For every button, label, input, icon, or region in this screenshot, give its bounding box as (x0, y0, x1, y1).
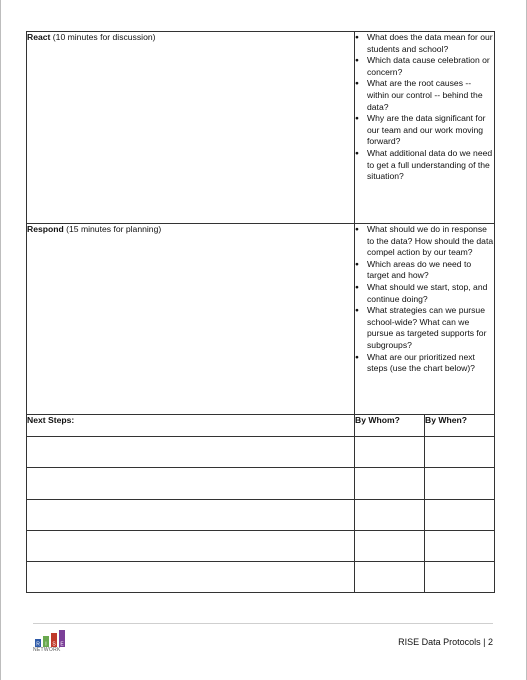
whom-cell[interactable] (355, 437, 425, 468)
protocol-table (26, 31, 495, 593)
when-cell[interactable] (425, 500, 495, 531)
respond-question: ● Which areas do we need to target and how? (355, 259, 494, 282)
by-whom-header: By Whom? (355, 415, 425, 437)
svg-text:I: I (45, 641, 47, 647)
react-question: ● What does the data mean for our students and school? (355, 32, 494, 55)
respond-question: ● What are our prioritized next steps (use the chart below)? (355, 352, 494, 375)
respond-questions-cell (355, 224, 495, 415)
step-cell[interactable] (27, 437, 355, 468)
svg-text:E: E (60, 641, 64, 647)
respond-detail: (15 minutes for planning) (66, 224, 162, 234)
by-when-header: By When? (425, 415, 495, 437)
respond-row (27, 224, 495, 415)
next-steps-header: Next Steps: (27, 415, 355, 437)
react-questions-cell (355, 32, 495, 224)
svg-text:S: S (52, 641, 56, 647)
respond-question: ● What should we start, stop, and continue doing? (355, 282, 494, 305)
whom-cell[interactable] (355, 531, 425, 562)
react-label: React (27, 32, 51, 42)
when-cell[interactable] (425, 468, 495, 500)
react-question-list (355, 32, 494, 183)
react-question: ● Which data cause celebration or concern? (355, 55, 494, 78)
next-steps-header-row (27, 415, 495, 437)
whom-cell[interactable] (355, 562, 425, 593)
whom-cell[interactable] (355, 500, 425, 531)
react-question: ● Why are the data significant for our team and our work moving forward? (355, 113, 494, 148)
react-row (27, 32, 495, 224)
step-cell[interactable] (27, 468, 355, 500)
respond-question: ● What strategies can we pursue school-wide? What can we pursue as targeted supports for subgroups? (355, 305, 494, 351)
react-question: ● What additional data do we need to get a full understanding of the situation? (355, 148, 494, 183)
step-cell[interactable] (27, 531, 355, 562)
step-cell[interactable] (27, 500, 355, 531)
rise-network-logo (33, 629, 67, 655)
next-step-row (27, 500, 495, 531)
svg-text:R: R (36, 641, 40, 647)
step-cell[interactable] (27, 562, 355, 593)
react-stage-cell (27, 32, 355, 224)
when-cell[interactable] (425, 531, 495, 562)
page-edge-left (0, 0, 1, 680)
respond-question-list (355, 224, 494, 375)
footer-divider (33, 623, 493, 624)
whom-cell[interactable] (355, 468, 425, 500)
next-step-row (27, 531, 495, 562)
next-step-row (27, 562, 495, 593)
react-detail: (10 minutes for discussion) (52, 32, 156, 42)
react-question: ● What are the root causes -- within our control -- behind the data? (355, 78, 494, 113)
when-cell[interactable] (425, 562, 495, 593)
next-step-row (27, 468, 495, 500)
logo-network-text: NETWORK (33, 647, 61, 653)
respond-label: Respond (27, 224, 64, 234)
respond-question: ● What should we do in response to the data? How should the data compel action by our team? (355, 224, 494, 259)
footer-page-title: RISE Data Protocols | 2 (398, 637, 493, 647)
when-cell[interactable] (425, 437, 495, 468)
respond-stage-cell (27, 224, 355, 415)
next-step-row (27, 437, 495, 468)
rise-logo-mark (34, 629, 66, 647)
